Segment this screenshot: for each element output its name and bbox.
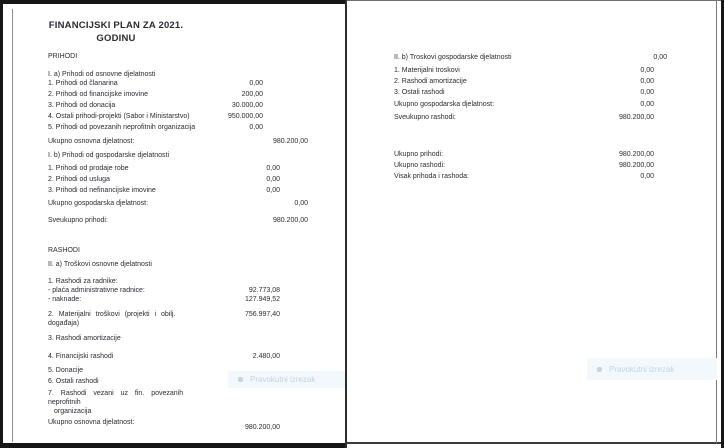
line-item: [48, 216, 310, 225]
line-item: [48, 310, 310, 319]
item-label: Ukupno osnovna djelatnost:: [48, 419, 135, 426]
item-value: 92.773,08: [248, 287, 280, 294]
item-value: 980.200,00: [618, 114, 654, 121]
page-separator-line: [345, 0, 347, 448]
line-item: [48, 70, 310, 79]
item-value: 2.480,00: [252, 353, 280, 360]
item-value: 0,00: [249, 80, 263, 87]
item-label: - naknade:: [48, 296, 82, 303]
line-item: [48, 123, 310, 132]
item-value: 0,00: [266, 165, 280, 172]
item-label: organizacija: [54, 408, 92, 415]
item-value: 0,00: [294, 200, 308, 207]
item-value: 0,00: [640, 173, 654, 180]
item-label: - plaća administrativne radnice:: [48, 287, 145, 294]
snip-icon: [238, 377, 243, 382]
item-value: 980.200,00: [272, 217, 308, 224]
item-label: 2. Materijalni troškovi (projekti i obilj.: [48, 311, 176, 318]
line-item: [48, 199, 310, 208]
right-page-rows: [394, 53, 667, 181]
line-item: [48, 277, 310, 286]
line-item: [48, 186, 310, 195]
line-item: [48, 137, 310, 146]
item-label: Sveukupno rashodi:: [394, 114, 456, 121]
item-value: 200,00: [241, 91, 263, 98]
snip-label: Pravokutni izrezak: [609, 364, 675, 374]
item-label: 4. Financijski rashodi: [48, 353, 114, 360]
line-item: [48, 260, 310, 269]
line-item: [394, 113, 667, 122]
line-item: [48, 295, 310, 304]
item-label: RASHODI: [48, 247, 80, 254]
right-page-bottom-border: [347, 442, 724, 444]
page-title-line2: GODINU: [96, 33, 136, 44]
line-item: [48, 151, 310, 160]
item-value: 756.997,40: [244, 311, 280, 318]
item-value: 0,00: [266, 187, 280, 194]
item-label: 1. Materijalni troskovi: [394, 67, 460, 74]
item-label: Sveukupno prihodi:: [48, 217, 108, 224]
snip-tooltip-right[interactable]: [587, 358, 717, 380]
item-label: 4. Ostali prihodi-projekti (Sabor i Ministarstvo): [48, 113, 190, 120]
line-item: [48, 334, 310, 343]
item-label: 5. Prihodi od povezanih neprofitnih organizacija: [48, 124, 196, 131]
line-item: [394, 172, 667, 181]
item-value: 0,00: [640, 101, 654, 108]
line-item: [394, 150, 667, 159]
line-item: [48, 52, 310, 61]
item-label: II. b) Troskovi gospodarske djelatnosti: [394, 54, 512, 61]
item-label: 3. Prihodi od nefinancijske imovine: [48, 187, 156, 194]
item-label: 3. Ostali rashodi: [394, 89, 445, 96]
snip-icon: [597, 367, 602, 372]
item-label: 2. Prihodi od usluga: [48, 176, 110, 183]
left-page-edge-line: [12, 9, 13, 442]
line-item: [48, 175, 310, 184]
line-item: [48, 398, 310, 407]
item-value: 127.949,52: [244, 296, 280, 303]
item-label: 1. Prihodi od prodaje robe: [48, 165, 129, 172]
line-item: [48, 286, 310, 295]
item-label: Ukupno gospodarska djelatnost:: [48, 200, 149, 207]
right-page-top-border: [347, 0, 724, 1]
line-item: [394, 53, 667, 62]
line-item: [48, 352, 310, 361]
item-label: Ukupno gospodarska djelatnost:: [394, 101, 495, 108]
item-value: 0,00: [653, 54, 667, 61]
line-item: [394, 100, 667, 109]
snip-tooltip-left[interactable]: [228, 371, 345, 388]
item-label: neprofitnih: [48, 399, 81, 406]
item-label: II. a) Troškovi osnovne djelatnosti: [48, 261, 152, 268]
item-label: Ukupno osnovna djelatnost:: [48, 138, 135, 145]
item-label: 1. Prihodi od članarina: [48, 80, 118, 87]
line-item: [48, 319, 310, 328]
item-label: Visak prihoda i rashoda:: [394, 173, 469, 180]
item-value: 950.000,00: [227, 113, 263, 120]
line-item: [394, 66, 667, 75]
item-label: I. a) Prihodi od osnovne djelatnosti: [48, 71, 156, 78]
item-label: događaja): [48, 320, 80, 327]
item-label: I. b) Prihodi od gospodarske djelatnosti: [48, 152, 170, 159]
line-item: [48, 101, 310, 110]
item-value: 980.200,00: [618, 162, 654, 169]
snip-label: Pravokutni izrezak: [250, 375, 316, 384]
item-value: 0,00: [640, 67, 654, 74]
line-item: [394, 161, 667, 170]
item-value: 0,00: [249, 124, 263, 131]
item-label: 3. Prihodi od donacija: [48, 102, 116, 109]
item-label: 5. Donacije: [48, 367, 84, 374]
page-title: [41, 19, 191, 45]
item-value: 980.200,00: [244, 424, 280, 431]
line-item: [394, 88, 667, 97]
line-item: [394, 77, 667, 86]
line-item: [48, 246, 310, 255]
line-item: [48, 112, 310, 121]
item-value: 0,00: [266, 176, 280, 183]
line-item: [48, 90, 310, 99]
item-value: 0,00: [640, 78, 654, 85]
item-label: Ukupno prihodi:: [394, 151, 444, 158]
item-label: 1. Rashodi za radnike:: [48, 278, 118, 285]
line-item: [48, 407, 310, 416]
item-label: 3. Rashodi amortizacije: [48, 335, 121, 342]
item-value: 30.000,00: [231, 102, 263, 109]
item-label: PRIHODI: [48, 53, 78, 60]
item-value: 0,00: [640, 89, 654, 96]
item-label: 2. Prihodi od financijske imovine: [48, 91, 148, 98]
item-label: 2. Rashodi amortizacije: [394, 78, 467, 85]
line-item: [48, 164, 310, 173]
item-value: 980.200,00: [618, 151, 654, 158]
item-value: 980.200,00: [272, 138, 308, 145]
line-item: [48, 418, 310, 431]
item-label: 7. Rashodi vezani uz fin. povezanih: [48, 390, 184, 397]
item-label: 6. Ostali rashodi: [48, 378, 99, 385]
line-item: [48, 79, 310, 88]
item-label: Ukupno rashodi:: [394, 162, 445, 169]
page-title-line1: FINANCIJSKI PLAN ZA 2021.: [48, 20, 184, 31]
line-item: [48, 389, 310, 398]
